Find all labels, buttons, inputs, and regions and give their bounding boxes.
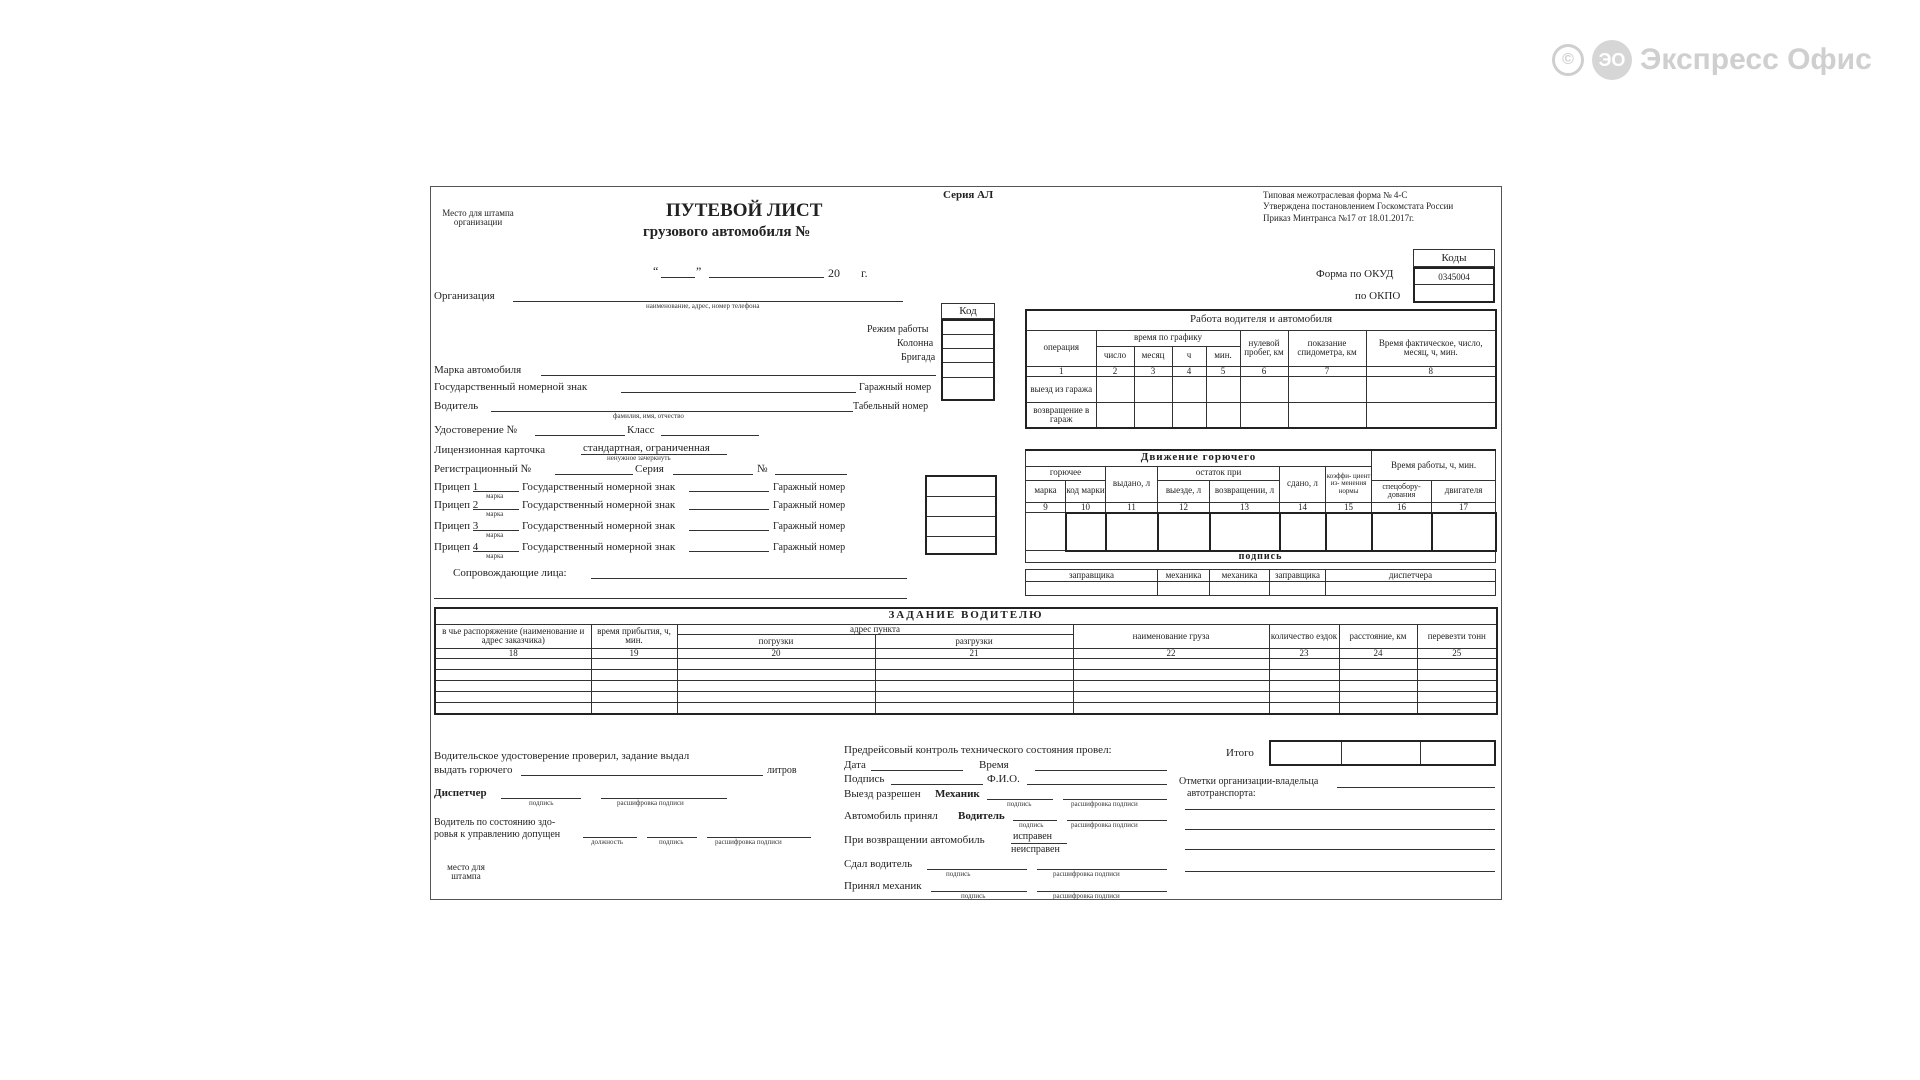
brand-label: Марка автомобиля xyxy=(434,364,522,376)
health-position-hint: должность xyxy=(591,838,624,846)
sign-dispatcher-label: диспетчера xyxy=(1326,570,1496,582)
fuel-col-num: 17 xyxy=(1432,502,1496,513)
precheck-date-field[interactable] xyxy=(871,770,963,771)
trailer-brand-hint-1: марка xyxy=(486,492,504,500)
trailer-label-3: Прицеп 3 xyxy=(434,520,479,532)
exit-mechanic-sign-hint: подпись xyxy=(1007,800,1032,808)
task-cell[interactable] xyxy=(677,692,875,703)
work-cell[interactable] xyxy=(1206,402,1240,428)
fuel-col-num: 15 xyxy=(1326,502,1372,513)
fuel-engine-header: двигателя xyxy=(1432,480,1496,502)
handed-driver-label: Сдал водитель xyxy=(844,858,913,870)
accepted-mech-sign-hint: подпись xyxy=(961,892,986,900)
class-field[interactable] xyxy=(661,435,759,436)
page-title: ПУТЕВОЙ ЛИСТ xyxy=(666,200,823,221)
trailer-plate-label-3: Государственный номерной знак xyxy=(522,520,676,532)
trailer-plate-field-4[interactable] xyxy=(689,551,769,552)
driver-label: Водитель xyxy=(434,400,479,412)
task-cell[interactable] xyxy=(875,703,1073,714)
fuel-issue-label: выдать горючего xyxy=(434,764,513,776)
date-quote-open: “ xyxy=(653,264,659,278)
handed-driver-decode-hint: расшифровка подписи xyxy=(1053,870,1120,878)
task-table xyxy=(434,607,1498,715)
fuel-table-title: Движение горючего xyxy=(1026,450,1372,466)
work-cell[interactable] xyxy=(1096,376,1134,402)
fuel-col-num: 12 xyxy=(1158,502,1210,513)
task-cell[interactable] xyxy=(1269,692,1339,703)
work-cell[interactable] xyxy=(1172,376,1206,402)
fuel-cell[interactable] xyxy=(1158,513,1210,551)
task-loading-header: погрузки xyxy=(677,634,875,648)
fuel-rest-out-header: выезде, л xyxy=(1158,480,1210,502)
work-minute-header: мин. xyxy=(1206,346,1240,366)
task-cell[interactable] xyxy=(1269,659,1339,670)
license-field[interactable] xyxy=(535,435,625,436)
task-trips-header: количество ездок xyxy=(1269,624,1339,648)
task-address-header: адрес пункта xyxy=(677,624,1073,634)
task-cell[interactable] xyxy=(875,681,1073,692)
codes-header: Коды xyxy=(1413,249,1495,267)
sign-cell[interactable] xyxy=(1158,582,1210,596)
accepted-mech-label: Принял механик xyxy=(844,880,922,892)
task-cell[interactable] xyxy=(1417,670,1497,681)
trailer-garage-label-2: Гаражный номер xyxy=(773,500,846,511)
date-quote-close: ” xyxy=(696,264,702,278)
marks-label: Отметки организации-владельца xyxy=(1179,776,1319,787)
task-cargo-header: наименование груза xyxy=(1073,624,1269,648)
trailer-label-1: Прицеп 1 xyxy=(434,481,479,493)
task-col-num: 18 xyxy=(435,648,591,658)
fuel-col-num: 14 xyxy=(1280,502,1326,513)
task-cell[interactable] xyxy=(1417,703,1497,714)
fuel-special-header: спецобору- дования xyxy=(1372,480,1432,502)
code-block-box xyxy=(941,319,995,401)
car-accepted-label: Автомобиль принял xyxy=(844,810,938,822)
return-not-ok-option[interactable]: неисправен xyxy=(1011,844,1060,855)
liters-label: литров xyxy=(767,765,797,776)
task-arrival-header: время прибытия, ч, мин. xyxy=(591,624,677,648)
trailer-brand-hint-4: марка xyxy=(486,552,504,560)
total-tons-cell[interactable] xyxy=(1421,742,1494,764)
plate-field[interactable] xyxy=(621,392,856,393)
task-cell[interactable] xyxy=(1269,681,1339,692)
fuel-cell[interactable] xyxy=(1066,513,1106,551)
fuel-brand-header: марка xyxy=(1026,480,1066,502)
marks-label-2: автотранспорта: xyxy=(1187,788,1256,799)
fuel-handed-header: сдано, л xyxy=(1280,466,1326,502)
sign-cell[interactable] xyxy=(1026,582,1158,596)
task-cell[interactable] xyxy=(1269,703,1339,714)
work-cell[interactable] xyxy=(1134,402,1172,428)
car-accepted-sign-hint: подпись xyxy=(1019,821,1044,829)
marks-field-2[interactable] xyxy=(1185,809,1495,810)
task-cell[interactable] xyxy=(591,681,677,692)
sign-mechanic-label-2: механика xyxy=(1210,570,1270,582)
work-cell[interactable] xyxy=(1288,376,1366,402)
fuel-col-num: 10 xyxy=(1066,502,1106,513)
exit-mechanic-label: Механик xyxy=(935,788,980,800)
task-table-title: ЗАДАНИЕ ВОДИТЕЛЮ xyxy=(435,608,1497,624)
trailer-garage-label-3: Гаражный номер xyxy=(773,521,846,532)
task-cell[interactable] xyxy=(875,659,1073,670)
task-col-num: 25 xyxy=(1417,648,1497,658)
task-cell[interactable] xyxy=(875,692,1073,703)
card-label: Лицензионная карточка xyxy=(434,444,546,456)
trailer-brand-hint-2: марка xyxy=(486,510,504,518)
precheck-time-field[interactable] xyxy=(1035,770,1167,771)
work-col-num: 7 xyxy=(1288,366,1366,376)
work-cell[interactable] xyxy=(1172,402,1206,428)
brand-field[interactable] xyxy=(541,375,936,376)
task-cell[interactable] xyxy=(1073,659,1269,670)
work-month-header: месяц xyxy=(1134,346,1172,366)
task-cell[interactable] xyxy=(1339,692,1417,703)
work-schedule-header: время по графику xyxy=(1096,330,1240,346)
work-table xyxy=(1025,309,1497,429)
card-value: стандартная, ограниченная xyxy=(583,442,710,454)
work-col-num: 4 xyxy=(1172,366,1206,376)
sign-cell[interactable] xyxy=(1210,582,1270,596)
dispatcher-sign-hint: подпись xyxy=(529,799,554,807)
task-cell[interactable] xyxy=(591,659,677,670)
reg-num-field[interactable] xyxy=(775,474,847,475)
task-col-num: 24 xyxy=(1339,648,1417,658)
driver-hint: фамилия, имя, отчество xyxy=(613,412,684,420)
fuel-table xyxy=(1025,449,1497,563)
org-hint: наименование, адрес, номер телефона xyxy=(646,302,760,310)
sign-mechanic-label: механика xyxy=(1158,570,1210,582)
work-operation-header: операция xyxy=(1026,330,1096,366)
task-tons-header: перевезти тонн xyxy=(1417,624,1497,648)
fuel-cell[interactable] xyxy=(1280,513,1326,551)
task-col-num: 22 xyxy=(1073,648,1269,658)
total-trips-cell[interactable] xyxy=(1271,742,1342,764)
task-cell[interactable] xyxy=(591,703,677,714)
task-cell[interactable] xyxy=(1073,703,1269,714)
task-cell[interactable] xyxy=(435,692,591,703)
task-cell[interactable] xyxy=(435,681,591,692)
handed-driver-sign-field[interactable] xyxy=(927,869,1027,870)
dispatcher-label: Диспетчер xyxy=(434,787,487,799)
table-row xyxy=(435,703,1497,714)
marks-field-1[interactable] xyxy=(1337,787,1495,788)
work-row-out-label: выезд из гаража xyxy=(1026,376,1096,402)
task-distance-header: расстояние, км xyxy=(1339,624,1417,648)
task-cell[interactable] xyxy=(875,670,1073,681)
card-hint: ненужное зачеркнуть xyxy=(607,454,671,462)
sign-refueler-label: заправщика xyxy=(1026,570,1158,582)
work-col-num: 6 xyxy=(1240,366,1288,376)
table-row xyxy=(435,681,1497,692)
trailer-garage-box xyxy=(925,475,997,555)
form-info: Типовая межотраслевая форма № 4-С Утверждена постановлением Госкомстата России Приказ Минтранса №17 от 18.01.2017г. xyxy=(1263,190,1454,223)
fuel-cell[interactable] xyxy=(1106,513,1158,551)
work-col-num: 5 xyxy=(1206,366,1240,376)
brigade-label: Бригада xyxy=(901,352,936,363)
fuel-cell[interactable] xyxy=(1432,513,1496,551)
trailer-label-2: Прицеп 2 xyxy=(434,499,479,511)
fuel-cell[interactable] xyxy=(1372,513,1432,551)
work-speedometer-header: показание спидометра, км xyxy=(1288,330,1366,366)
exit-mechanic-decode-hint: расшифровка подписи xyxy=(1071,800,1138,808)
reg-series-label: Серия xyxy=(635,463,664,475)
class-label: Класс xyxy=(627,424,655,436)
work-table-title: Работа водителя и автомобиля xyxy=(1026,310,1496,330)
waybill-form xyxy=(430,186,1502,900)
task-cell[interactable] xyxy=(591,670,677,681)
trailer-brand-hint-3: марка xyxy=(486,531,504,539)
brand-name: Экспресс Офис xyxy=(1640,43,1872,76)
fuel-code-header: код марки xyxy=(1066,480,1106,502)
okpo-label: по ОКПО xyxy=(1355,290,1401,302)
task-col-num: 19 xyxy=(591,648,677,658)
year-suffix: г. xyxy=(861,266,868,280)
trailer-plate-label-2: Государственный номерной знак xyxy=(522,499,676,511)
task-cell[interactable] xyxy=(677,659,875,670)
table-row xyxy=(435,692,1497,703)
series-label: Серия АЛ xyxy=(943,189,994,201)
trailer-plate-field-3[interactable] xyxy=(689,530,769,531)
trailer-plate-label-1: Государственный номерной знак xyxy=(522,481,676,493)
precheck-fio-field[interactable] xyxy=(1027,784,1167,785)
health-sign-hint: подпись xyxy=(659,838,684,846)
okud-code-box xyxy=(1413,267,1495,303)
task-cell[interactable] xyxy=(677,670,875,681)
fuel-col-num: 16 xyxy=(1372,502,1432,513)
copyright-icon: © xyxy=(1552,44,1584,76)
reg-series-field[interactable] xyxy=(673,474,753,475)
garage-label: Гаражный номер xyxy=(859,382,932,393)
license-label: Удостоверение № xyxy=(434,424,517,436)
date-month-field[interactable] xyxy=(709,277,824,278)
work-hour-header: ч xyxy=(1172,346,1206,366)
total-box xyxy=(1269,740,1496,766)
work-col-num: 8 xyxy=(1366,366,1496,376)
fuel-sign-table xyxy=(1025,569,1496,596)
work-day-header: число xyxy=(1096,346,1134,366)
work-cell[interactable] xyxy=(1240,402,1288,428)
sign-cell[interactable] xyxy=(1326,582,1496,596)
task-cell[interactable] xyxy=(1417,692,1497,703)
okud-label: Форма по ОКУД xyxy=(1316,268,1394,280)
watermark xyxy=(1552,40,1872,80)
task-cell[interactable] xyxy=(591,692,677,703)
fuel-header: горючее xyxy=(1026,466,1106,480)
task-cell[interactable] xyxy=(1269,670,1339,681)
marks-field-3[interactable] xyxy=(1185,829,1495,830)
task-col-num: 21 xyxy=(875,648,1073,658)
mode-label: Режим работы xyxy=(867,324,929,335)
work-col-num: 3 xyxy=(1134,366,1172,376)
okud-code: 0345004 xyxy=(1415,269,1493,285)
stamp-place: Место для штампа организации xyxy=(442,208,514,227)
org-label: Организация xyxy=(434,290,495,302)
task-cell[interactable] xyxy=(1417,681,1497,692)
car-accepted-driver-label: Водитель xyxy=(958,810,1005,822)
fuel-coef-header: коэффи- циент из- менения нормы xyxy=(1326,466,1372,502)
total-distance-cell[interactable] xyxy=(1342,742,1421,764)
date-label: Дата xyxy=(844,759,866,771)
task-cell[interactable] xyxy=(1417,659,1497,670)
sign-cell[interactable] xyxy=(1270,582,1326,596)
work-zero-run-header: нулевой пробег, км xyxy=(1240,330,1288,366)
marks-field-4[interactable] xyxy=(1185,849,1495,850)
task-cell[interactable] xyxy=(435,703,591,714)
page-subtitle: грузового автомобиля № xyxy=(643,224,811,240)
task-col-num: 20 xyxy=(677,648,875,658)
work-cell[interactable] xyxy=(1366,402,1496,428)
trailer-label-4: Прицеп 4 xyxy=(434,541,479,553)
task-cell[interactable] xyxy=(1339,659,1417,670)
work-cell[interactable] xyxy=(1206,376,1240,402)
task-cell[interactable] xyxy=(1073,670,1269,681)
work-row-back-label: возвращение в гараж xyxy=(1026,402,1096,428)
time-label: Время xyxy=(979,759,1009,771)
task-cell[interactable] xyxy=(1339,670,1417,681)
trailer-plate-label-4: Государственный номерной знак xyxy=(522,541,676,553)
trailer-garage-label-4: Гаражный номер xyxy=(773,542,846,553)
trailer-plate-field-2[interactable] xyxy=(689,509,769,510)
date-day-field[interactable] xyxy=(661,277,695,278)
footer-stamp-place: место для штампа xyxy=(447,862,485,881)
table-row xyxy=(435,670,1497,681)
work-col-num: 2 xyxy=(1096,366,1134,376)
health-label: Водитель по состоянию здо- ровья к управлению допущен xyxy=(434,817,561,840)
task-customer-header: в чье распоряжение (наименование и адрес заказчика) xyxy=(435,624,591,648)
fuel-sign-title: подпись xyxy=(1026,551,1496,563)
fuel-rest-header: остаток при xyxy=(1158,466,1280,480)
task-cell[interactable] xyxy=(435,670,591,681)
task-cell[interactable] xyxy=(677,703,875,714)
task-cell[interactable] xyxy=(1339,703,1417,714)
trailer-plate-field-1[interactable] xyxy=(689,491,769,492)
fuel-col-num: 11 xyxy=(1106,502,1158,513)
work-col-num: 1 xyxy=(1026,366,1096,376)
health-decode-hint: расшифровка подписи xyxy=(715,838,782,846)
task-cell[interactable] xyxy=(435,659,591,670)
work-cell[interactable] xyxy=(1134,376,1172,402)
work-cell[interactable] xyxy=(1366,376,1496,402)
fuel-work-time-header: Время работы, ч, мин. xyxy=(1372,450,1496,480)
reg-label: Регистрационный № xyxy=(434,463,532,475)
work-actual-header: Время фактическое, число, месяц, ч, мин. xyxy=(1366,330,1496,366)
fuel-issued-header: выдано, л xyxy=(1106,466,1158,502)
fuel-cell[interactable] xyxy=(1026,513,1066,551)
fuel-rest-back-header: возвращении, л xyxy=(1210,480,1280,502)
precheck-label: Предрейсовый контроль технического состояния провел: xyxy=(844,744,1112,756)
work-cell[interactable] xyxy=(1096,402,1134,428)
brand-logo-icon: ЭО xyxy=(1592,40,1632,80)
code-block-header: Код xyxy=(941,303,995,319)
fuel-issue-field[interactable] xyxy=(521,775,763,776)
return-ok-option[interactable]: исправен xyxy=(1013,831,1053,842)
on-return-label: При возвращении автомобиль xyxy=(844,834,985,846)
task-cell[interactable] xyxy=(677,681,875,692)
reg-num-label: № xyxy=(757,463,768,475)
task-col-num: 23 xyxy=(1269,648,1339,658)
accepted-mech-decode-hint: расшифровка подписи xyxy=(1053,892,1120,900)
checked-label: Водительское удостоверение проверил, задание выдал xyxy=(434,750,690,762)
escort-field[interactable] xyxy=(591,578,907,579)
exit-allowed-label: Выезд разрешен xyxy=(844,788,921,800)
task-unloading-header: разгрузки xyxy=(875,634,1073,648)
task-cell[interactable] xyxy=(1073,692,1269,703)
fuel-col-num: 9 xyxy=(1026,502,1066,513)
plate-label: Государственный номерной знак xyxy=(434,381,588,393)
escort-label: Сопровождающие лица: xyxy=(453,567,567,579)
fuel-cell[interactable] xyxy=(1210,513,1280,551)
work-cell[interactable] xyxy=(1240,376,1288,402)
car-accepted-decode-hint: расшифровка подписи xyxy=(1071,821,1138,829)
trailer-garage-label-1: Гаражный номер xyxy=(773,482,846,493)
reg-field[interactable] xyxy=(555,474,633,475)
work-cell[interactable] xyxy=(1288,402,1366,428)
escort-field-2[interactable] xyxy=(434,598,907,599)
handed-driver-sign-hint: подпись xyxy=(946,870,971,878)
task-cell[interactable] xyxy=(1339,681,1417,692)
task-cell[interactable] xyxy=(1073,681,1269,692)
fio-label: Ф.И.О. xyxy=(987,773,1020,785)
sign-refueler-label-2: заправщика xyxy=(1270,570,1326,582)
table-row xyxy=(435,659,1497,670)
marks-field-5[interactable] xyxy=(1185,871,1495,872)
total-label: Итого xyxy=(1226,747,1254,759)
precheck-sign-field[interactable] xyxy=(891,784,983,785)
fuel-cell[interactable] xyxy=(1326,513,1372,551)
sign-label: Подпись xyxy=(844,773,885,785)
dispatcher-decode-hint: расшифровка подписи xyxy=(617,799,684,807)
year-prefix: 20 xyxy=(828,266,840,280)
tab-label: Табельный номер xyxy=(853,401,929,412)
column-label: Колонна xyxy=(897,338,934,349)
fuel-col-num: 13 xyxy=(1210,502,1280,513)
